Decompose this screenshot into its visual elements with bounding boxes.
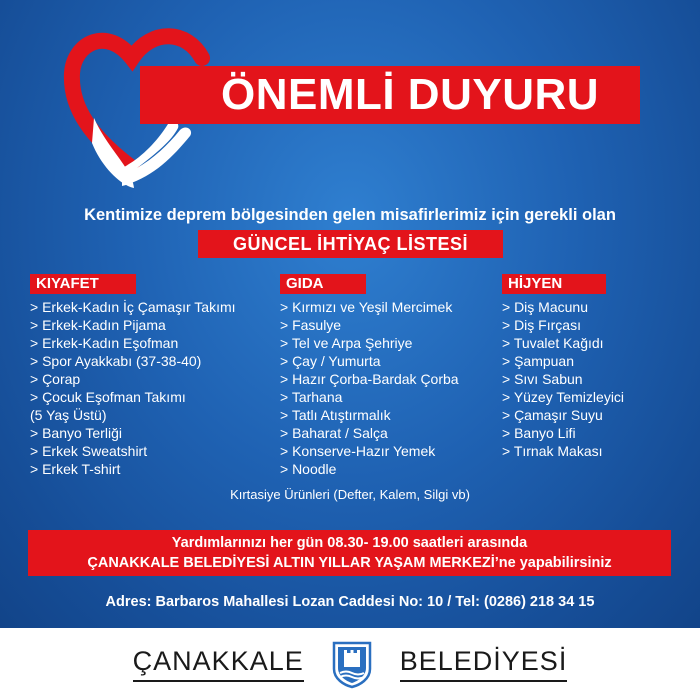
clothing-column — [30, 274, 236, 478]
list-item: > Diş Macunu — [502, 299, 588, 315]
municipality-emblem-icon — [330, 639, 374, 689]
list-item: > Yüzey Temizleyici — [502, 389, 625, 405]
list-item: (5 Yaş Üstü) — [30, 407, 107, 423]
intro-subtitle: Kentimize deprem bölgesinden gelen misafirlerimiz için gerekli olan — [84, 206, 616, 224]
list-item: > Tarhana — [280, 389, 343, 405]
list-item: > Spor Ayakkabı (37-38-40) — [30, 353, 202, 369]
notice-line: ÇANAKKALE BELEDİYESİ ALTIN YILLAR YAŞAM MERKEZİ’ne yapabilirsiniz — [87, 555, 612, 571]
list-item: > Kırmızı ve Yeşil Mercimek — [280, 299, 453, 315]
list-title-banner — [198, 230, 503, 258]
list-item: > Erkek T-shirt — [30, 461, 121, 477]
footer — [0, 628, 700, 700]
hygiene-column — [502, 274, 624, 460]
list-item: > Konserve-Hazır Yemek — [280, 443, 436, 459]
list-item: > Erkek-Kadın İç Çamaşır Takımı — [30, 299, 236, 315]
list-item: > Çamaşır Suyu — [502, 407, 603, 423]
footer-left-word: ÇANAKKALE — [133, 646, 304, 682]
list-item: > Erkek Sweatshirt — [30, 443, 148, 459]
list-item: > Çorap — [30, 371, 81, 387]
list-item: > Çay / Yumurta — [280, 353, 381, 369]
notice-banner — [28, 530, 671, 576]
list-item: > Erkek-Kadın Eşofman — [30, 335, 179, 351]
list-item: > Diş Fırçası — [502, 317, 581, 333]
list-item: > Baharat / Salça — [280, 425, 388, 441]
list-item: > Noodle — [280, 461, 337, 477]
list-item: > Hazır Çorba-Bardak Çorba — [280, 371, 459, 387]
list-title: GÜNCEL İHTİYAÇ LİSTESİ — [232, 233, 469, 254]
list-item: > Tuvalet Kağıdı — [502, 335, 604, 351]
notice-line: Yardımlarınızı her gün 08.30- 19.00 saatleri arasında — [171, 535, 528, 551]
list-item: > Tel ve Arpa Şehriye — [280, 335, 413, 351]
list-item: > Tırnak Makası — [502, 443, 603, 459]
list-item: > Banyo Terliği — [30, 425, 122, 441]
list-item: > Şampuan — [502, 353, 574, 369]
list-item: > Tatlı Atıştırmalık — [280, 407, 391, 423]
column-heading: HİJYEN — [502, 274, 606, 294]
list-item: > Çocuk Eşofman Takımı — [30, 389, 186, 405]
footer-right-word: BELEDİYESİ — [400, 646, 568, 682]
list-item: > Erkek-Kadın Pijama — [30, 317, 166, 333]
food-column — [280, 274, 459, 478]
list-item: > Sıvı Sabun — [502, 371, 583, 387]
column-heading: GIDA — [280, 274, 366, 294]
list-item: > Fasulye — [280, 317, 342, 333]
title-banner — [140, 66, 640, 124]
list-item: > Banyo Lifi — [502, 425, 576, 441]
column-heading: KIYAFET — [30, 274, 136, 294]
address-text: Adres: Barbaros Mahallesi Lozan Caddesi No: 10 / Tel: (0286) 218 34 15 — [105, 594, 595, 610]
stationery-note: Kırtasiye Ürünleri (Defter, Kalem, Silgi vb) — [230, 487, 470, 502]
page-title: ÖNEMLİ DUYURU — [220, 70, 600, 119]
